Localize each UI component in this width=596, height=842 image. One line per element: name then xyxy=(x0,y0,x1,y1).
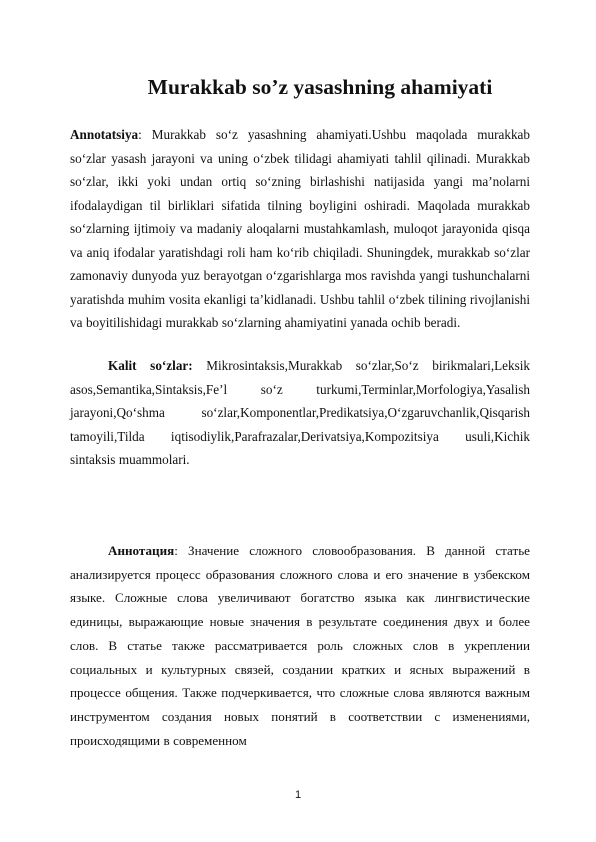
keywords-uzbek-paragraph xyxy=(70,354,530,472)
keywords-uzbek-text: Mikrosintaksis,Murakkab so‘zlar,So‘z birikmalari,Leksik asos,Semantika,Sintaksis,Fe’l so‘z turkumi,Terminlar,Morfologiya,Yasalish jarayoni,Qo‘shma so‘zlar,Komponentlar,Predikatsiya,O‘zgaruvchanlik,Qisqarish tamoyili,Tilda iqtisodiylik,Parafrazalar,Derivatsiya,Kompozitsiya usuli,Kichik sintaksis muammolari. xyxy=(70,358,531,467)
annotation-russian-label: Аннотация xyxy=(108,543,175,558)
page-number: 1 xyxy=(294,789,302,801)
annotation-russian-text: : Значение сложного словообразования. В данной статье анализируется процесс образования сложного слова и его значение в узбекском языке. Сложные слова увеличивают богатство языка как лингвистические единицы, выражающие новые значения в результате соединения двух и более слов. В статье также рассматривается роль сложных слов в укреплении социальных и культурных связей, создании кратких и ясных выражений в процессе общения. Также подчеркивается, что сложные слова являются важным инструментом создания новых понятий в соответствии с изменениями, происходящими в современном xyxy=(70,543,530,748)
annotation-uzbek-label: Annotatsiya xyxy=(70,127,139,142)
keywords-uzbek-label: Kalit so‘zlar: xyxy=(108,358,193,373)
annotation-uzbek-paragraph xyxy=(70,123,530,335)
annotation-russian-paragraph xyxy=(70,539,530,752)
annotation-uzbek-text: : Murakkab so‘z yasashning ahamiyati.Ushbu maqolada murakkab so‘zlar yasash jarayoni va uning o‘zbek tilidagi ahamiyati tahlil qilinadi. Murakkab so‘zlar, ikki yoki undan ortiq so‘zning birlashishi natijasida yangi ma’nolarni ifodalaydigan til birliklari sifatida tilning boyligini oshiradi. Maqolada murakkab so‘zlarning ijtimoiy va madaniy aloqalarni mustahkamlash, muloqot jarayonida qisqa va aniq ifodalar yaratishdagi roli ham ko‘rib chiqiladi. Shuningdek, murakkab so‘zlar zamonaviy dunyoda yuz berayotgan o‘zgarishlarga mos ravishda yangi tushunchalarni yaratishda muhim vosita ekanligi ta’kidlanadi. Ushbu tahlil o‘zbek tilining rivojlanishi va boyitilishidagi murakkab so‘zlarning ahamiyatini yanada ochib beradi. xyxy=(70,127,530,330)
article-title: Murakkab so’z yasashning ahamiyati xyxy=(147,75,493,99)
